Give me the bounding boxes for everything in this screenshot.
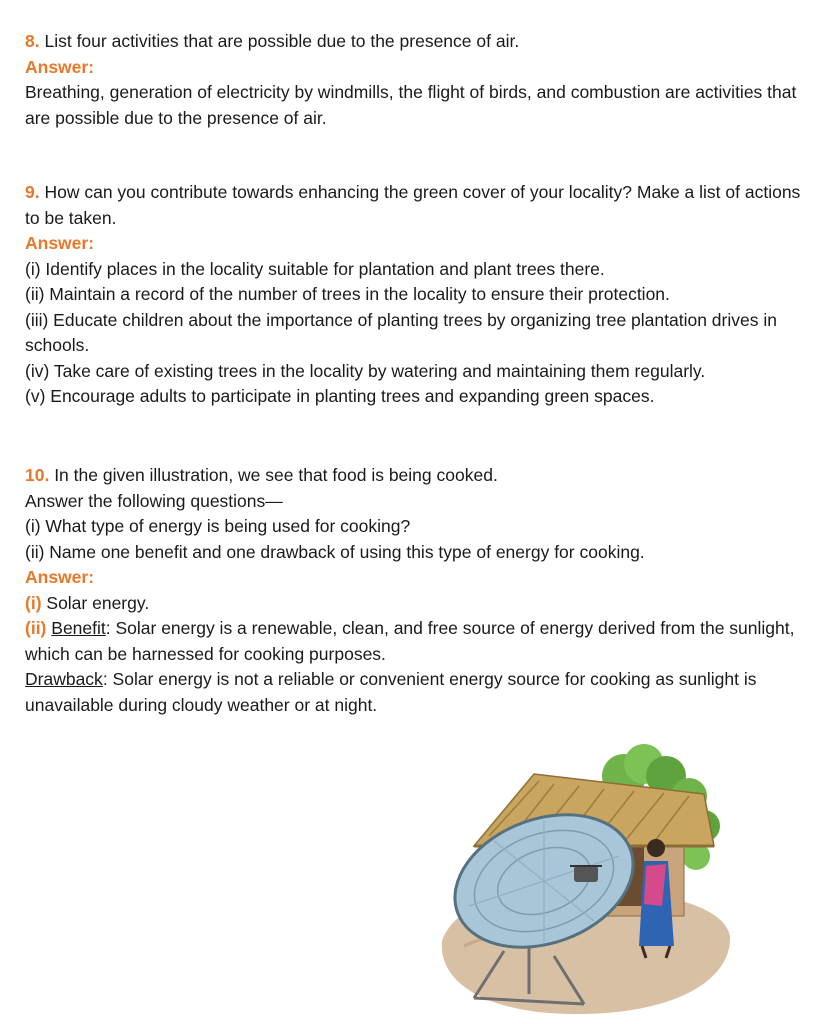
- question-10-block: [25, 463, 815, 718]
- question-9-block: [25, 180, 815, 410]
- answer-9-item-5: (v) Encourage adults to participate in planting trees and expanding green spaces.: [25, 386, 655, 406]
- drawback-text: : Solar energy is not a reliable or convenient energy source for cooking as sunlight is unavailable during cloudy weather or at night.: [25, 669, 757, 715]
- question-10: [25, 463, 815, 489]
- answer-9-label: Answer:: [25, 233, 95, 253]
- answer-10-part-1-text: Solar energy.: [41, 592, 150, 613]
- question-9-number: 9.: [25, 182, 40, 202]
- benefit-label: Benefit: [51, 618, 106, 638]
- answer-10-label: Answer:: [25, 567, 95, 587]
- answer-10-part-2-number: (ii): [25, 618, 47, 638]
- solar-cooker-illustration: [434, 736, 734, 1018]
- answer-8-text: Breathing, generation of electricity by windmills, the flight of birds, and combustion are activities that are possible due to the presence of air.: [25, 82, 797, 128]
- question-10-intro: Answer the following questions—: [25, 490, 283, 511]
- answer-8-label: Answer:: [25, 56, 95, 77]
- benefit-text: : Solar energy is a renewable, clean, and free source of energy derived from the sunlight, which can be harnessed for cooking purposes.: [25, 618, 795, 664]
- question-8: [25, 29, 815, 55]
- question-10-sub-2: (ii) Name one benefit and one drawback of using this type of energy for cooking.: [25, 541, 645, 562]
- answer-10-part-2: [25, 616, 815, 667]
- answer-9-item-3: (iii) Educate children about the importance of planting trees by organizing tree plantation drives in schools.: [25, 309, 777, 355]
- cooking-pot: [574, 866, 598, 882]
- answer-10-part-1-number: (i): [25, 592, 42, 613]
- question-8-block: [25, 29, 815, 131]
- drawback-label: Drawback: [25, 669, 103, 689]
- answer-9-item-2: (ii) Maintain a record of the number of trees in the locality to ensure their protection.: [25, 284, 670, 304]
- answer-9-item-4: (iv) Take care of existing trees in the locality by watering and maintaining them regularly.: [25, 360, 706, 381]
- question-10-text: In the given illustration, we see that food is being cooked.: [49, 465, 498, 485]
- answer-10-part-1: [25, 591, 815, 617]
- question-8-text: List four activities that are possible due to the presence of air.: [39, 31, 520, 51]
- question-9: [25, 180, 815, 231]
- answer-9-item-1: (i) Identify places in the locality suitable for plantation and plant trees there.: [25, 258, 605, 279]
- question-10-sub-1: (i) What type of energy is being used for cooking?: [25, 516, 411, 536]
- question-10-number: 10.: [25, 465, 50, 485]
- answer-10-drawback: [25, 667, 815, 718]
- question-9-text: How can you contribute towards enhancing the green cover of your locality? Make a list of actions to be taken.: [25, 182, 801, 228]
- question-8-number: 8.: [25, 31, 40, 51]
